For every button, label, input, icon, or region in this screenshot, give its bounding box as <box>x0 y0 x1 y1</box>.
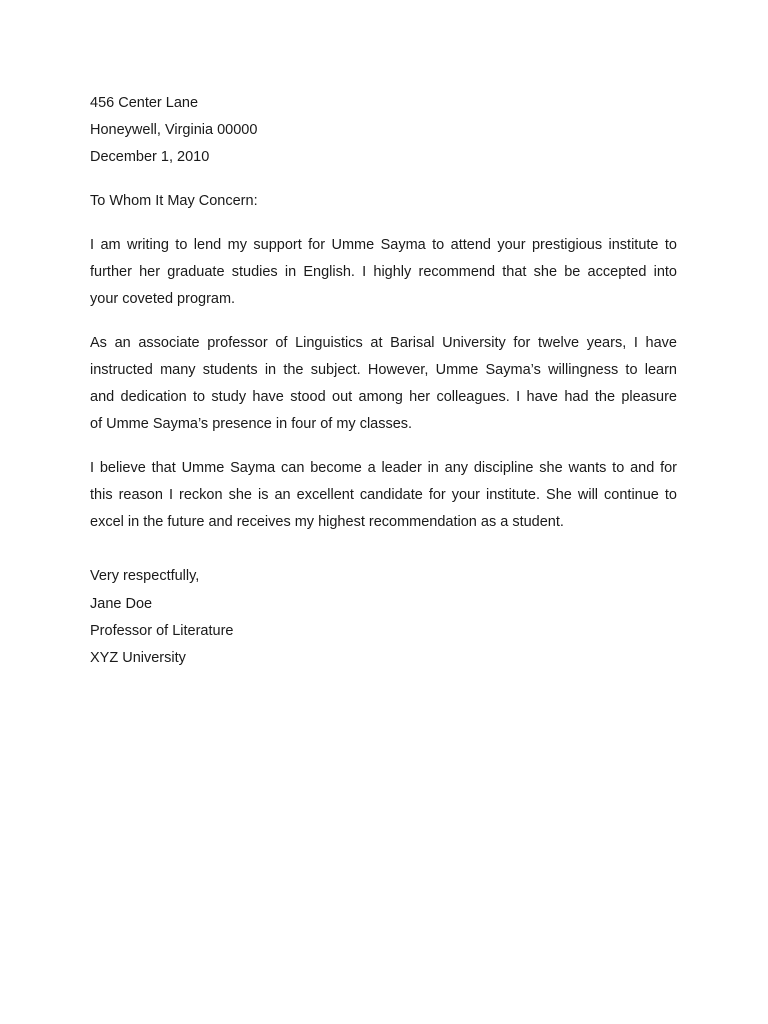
paragraph-line: I believe that Umme Sayma can become a leader in any discipline she wants to and for <box>90 460 677 476</box>
paragraph-line: excel in the future and receives my highest recommendation as a student. <box>90 514 564 530</box>
paragraph-line: this reason I reckon she is an excellent candidate for your institute. She will continue to <box>90 487 677 503</box>
signer-name: Jane Doe <box>90 596 153 612</box>
paragraph-line: and dedication to study have stood out among her colleagues. I have had the pleasure <box>90 389 677 405</box>
paragraph-line: I am writing to lend my support for Umme Sayma to attend your prestigious institute to <box>90 237 677 253</box>
letter-date: December 1, 2010 <box>90 149 210 165</box>
signer-title: Professor of Literature <box>90 623 234 639</box>
paragraph-line: instructed many students in the subject. However, Umme Sayma’s willingness to learn <box>90 362 677 378</box>
valediction: Very respectfully, <box>90 568 200 584</box>
sender-street: 456 Center Lane <box>90 95 199 111</box>
paragraph-line: further her graduate studies in English. I highly recommend that she be accepted into <box>90 264 677 280</box>
body-paragraph-1 <box>90 236 677 317</box>
paragraph-line: of Umme Sayma’s presence in four of my classes. <box>90 416 413 432</box>
salutation: To Whom It May Concern: <box>90 193 258 209</box>
paragraph-line: As an associate professor of Linguistics at Barisal University for twelve years, I have <box>90 335 677 351</box>
signer-institution: XYZ University <box>90 650 186 666</box>
body-paragraph-2 <box>90 334 677 442</box>
body-paragraph-3 <box>90 459 677 540</box>
sender-city: Honeywell, Virginia 00000 <box>90 122 258 138</box>
paragraph-line: your coveted program. <box>90 291 236 307</box>
